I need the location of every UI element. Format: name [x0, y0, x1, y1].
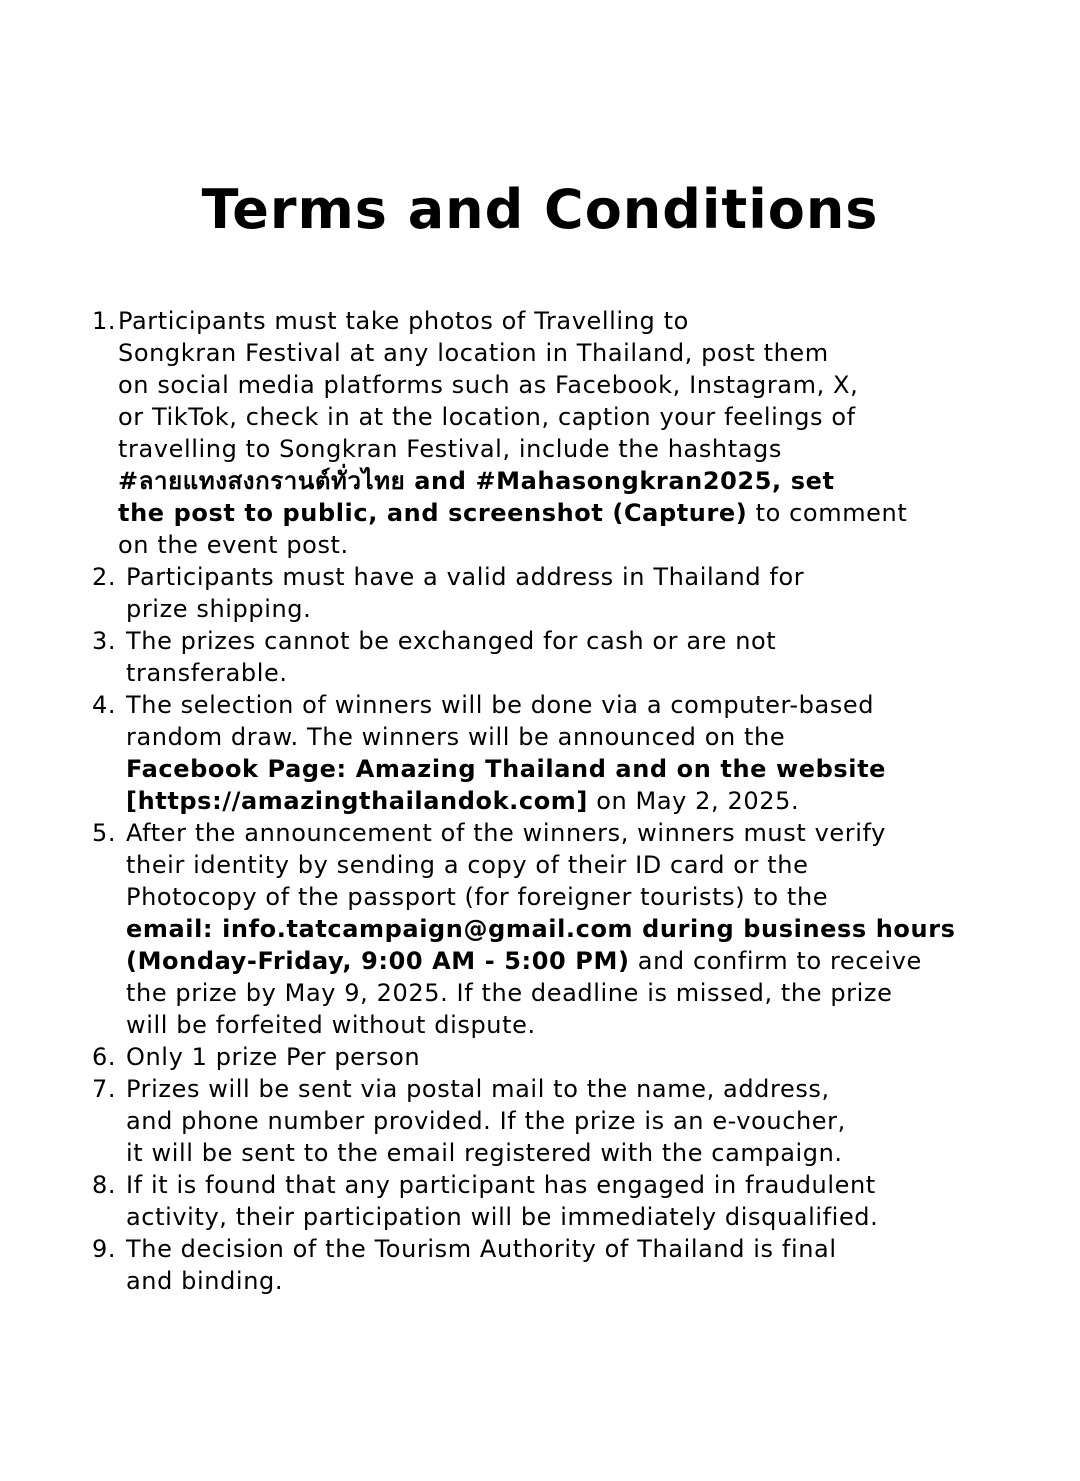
term-text-line: Photocopy of the passport (for foreigner tourists) to the — [126, 883, 829, 911]
term-item-8 — [90, 1169, 995, 1233]
term-text-line: Songkran Festival at any location in Thailand, post them — [118, 339, 829, 367]
term-number: 8. — [92, 1171, 117, 1199]
term-item-6 — [90, 1041, 995, 1073]
term-text-segment: on May 2, 2025. — [587, 787, 800, 815]
term-text-line: it will be sent to the email registered with the campaign. — [126, 1139, 843, 1167]
term-item-9 — [90, 1233, 995, 1297]
term-text-line: Prizes will be sent via postal mail to the name, address, — [126, 1075, 830, 1103]
term-text-line: on the event post. — [118, 531, 349, 559]
term-text-line: and phone number provided. If the prize is an e-voucher, — [126, 1107, 846, 1135]
term-text-line: their identity by sending a copy of their ID card or the — [126, 851, 809, 879]
term-item-1 — [90, 305, 995, 561]
term-text-line: Participants must have a valid address in Thailand for — [126, 563, 805, 591]
term-number: 2. — [92, 563, 117, 591]
term-number: 1. — [92, 307, 117, 335]
contact-email-text: email: info.tatcampaign@gmail.com during business hours — [126, 915, 956, 943]
term-text-line: or TikTok, check in at the location, caption your feelings of — [118, 403, 856, 431]
term-number: 3. — [92, 627, 117, 655]
term-text-line — [118, 497, 995, 529]
terms-list — [90, 305, 995, 1297]
term-text-line: will be forfeited without dispute. — [126, 1011, 536, 1039]
term-number: 5. — [92, 819, 117, 847]
bold-instruction: the post to public, and screenshot (Capture) — [118, 499, 748, 527]
term-text-line: After the announcement of the winners, winners must verify — [126, 819, 886, 847]
term-text-line: prize shipping. — [126, 595, 312, 623]
term-text-line: on social media platforms such as Facebook, Instagram, X, — [118, 371, 859, 399]
term-item-7 — [90, 1073, 995, 1169]
term-item-5 — [90, 817, 995, 1041]
term-text-line: The decision of the Tourism Authority of Thailand is final — [126, 1235, 837, 1263]
term-text-segment: to comment — [747, 499, 908, 527]
term-number: 4. — [92, 691, 117, 719]
term-text-line: activity, their participation will be immediately disqualified. — [126, 1203, 879, 1231]
term-text-line — [126, 785, 995, 817]
hashtags-text: #ลายแทงสงกรานต์ทั่วไทย and #Mahasongkran2025, set — [118, 467, 835, 495]
term-text-line: and binding. — [126, 1267, 284, 1295]
term-number: 7. — [92, 1075, 117, 1103]
term-number: 9. — [92, 1235, 117, 1263]
term-text-line: The selection of winners will be done via a computer-based — [126, 691, 875, 719]
term-item-2 — [90, 561, 995, 625]
business-hours-text: (Monday-Friday, 9:00 AM - 5:00 PM) — [126, 947, 630, 975]
term-item-3 — [90, 625, 995, 689]
term-text-line: Only 1 prize Per person — [126, 1043, 421, 1071]
term-text-line: Participants must take photos of Travelling to — [118, 307, 689, 335]
term-text-segment: and confirm to receive — [629, 947, 922, 975]
term-text-line: The prizes cannot be exchanged for cash or are not — [126, 627, 777, 655]
term-text-line: travelling to Songkran Festival, include the hashtags — [118, 435, 782, 463]
term-text-line: the prize by May 9, 2025. If the deadline is missed, the prize — [126, 979, 893, 1007]
term-item-4 — [90, 689, 995, 817]
page-title: Terms and Conditions — [201, 178, 879, 241]
term-text-line — [126, 945, 995, 977]
term-text-line: random draw. The winners will be announced on the — [126, 723, 786, 751]
term-text-line: If it is found that any participant has engaged in fraudulent — [126, 1171, 876, 1199]
term-text-line: transferable. — [126, 659, 288, 687]
term-number: 6. — [92, 1043, 117, 1071]
announcement-channel-text: Facebook Page: Amazing Thailand and on the website — [126, 755, 887, 783]
website-link-text: [https://amazingthailandok.com] — [126, 787, 588, 815]
